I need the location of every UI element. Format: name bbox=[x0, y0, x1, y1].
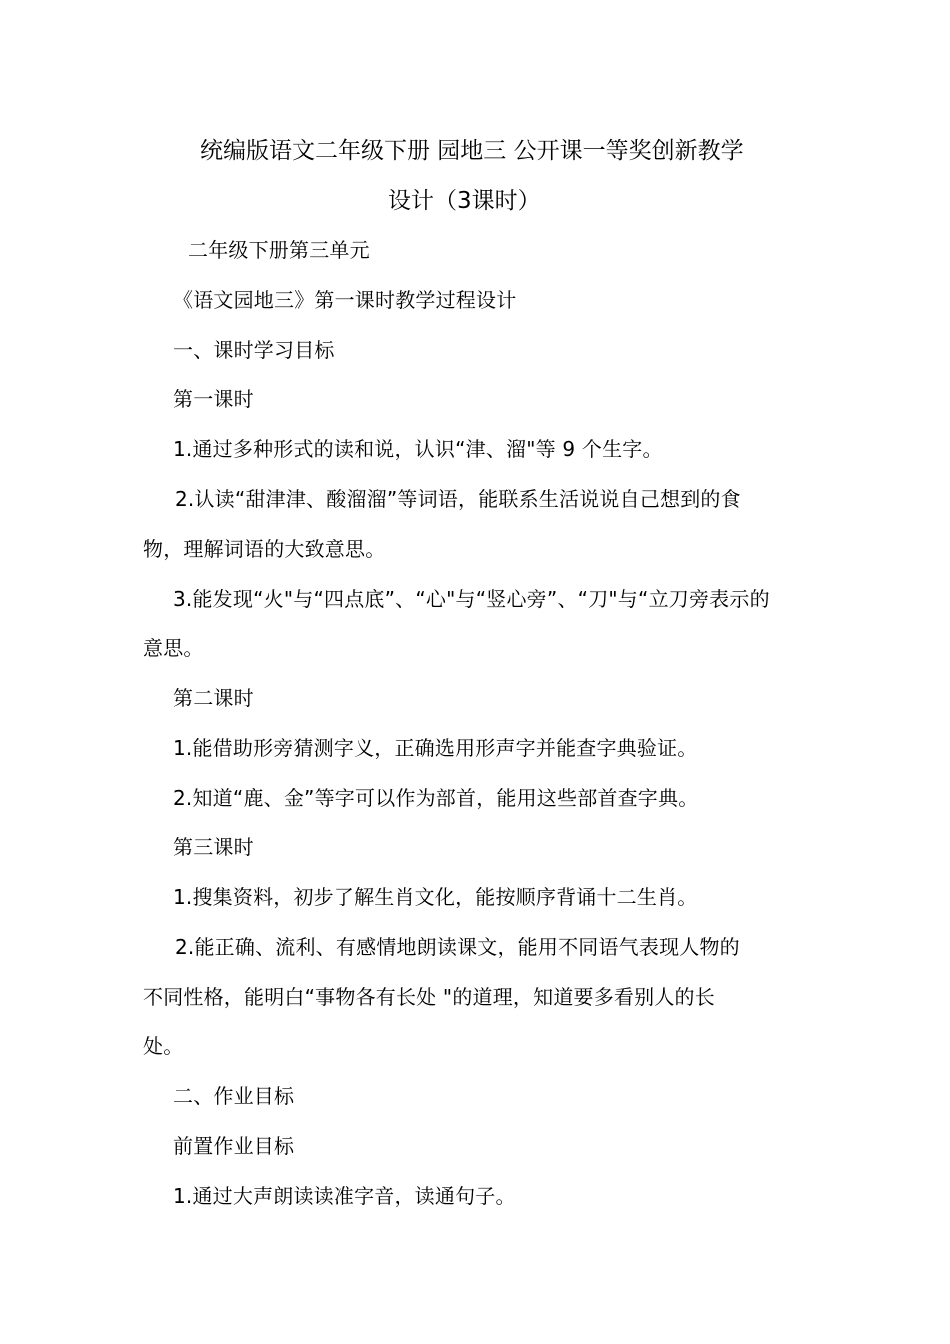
lesson-design-heading: 《语文园地三》第一课时教学过程设计 bbox=[173, 288, 517, 312]
lesson-2-heading: 第二课时 bbox=[173, 686, 254, 710]
unit-heading: 二年级下册第三单元 bbox=[188, 238, 370, 262]
pre-homework-heading: 前置作业目标 bbox=[173, 1134, 295, 1158]
paragraph-line: 2.认读“甜津津、酸溜溜”等词语，能联系生活说说自己想到的食 bbox=[175, 487, 741, 511]
document-title-line-2: 设计（3课时） bbox=[388, 188, 541, 214]
paragraph-line: 2.能正确、流利、有感情地朗读课文，能用不同语气表现人物的 bbox=[175, 935, 740, 959]
section-heading-homework-goals: 二、作业目标 bbox=[173, 1084, 295, 1108]
paragraph-line: 处。 bbox=[143, 1034, 184, 1058]
paragraph-line: 1.能借助形旁猜测字义，正确选用形声字并能查字典验证。 bbox=[173, 736, 698, 760]
paragraph-line: 意思。 bbox=[143, 636, 204, 660]
paragraph-line: 不同性格，能明白“事物各有长处 "的道理，知道要多看别人的长 bbox=[143, 985, 715, 1009]
paragraph-line: 1.通过多种形式的读和说，认识“津、溜"等 9 个生字。 bbox=[173, 437, 663, 461]
lesson-1-heading: 第一课时 bbox=[173, 387, 254, 411]
paragraph-line: 3.能发现“火"与“四点底”、“心"与“竖心旁”、“刀"与“立刀旁表示的 bbox=[173, 587, 770, 611]
paragraph-line: 1.搜集资料，初步了解生肖文化，能按顺序背诵十二生肖。 bbox=[173, 885, 698, 909]
section-heading-learning-goals: 一、课时学习目标 bbox=[173, 338, 335, 362]
paragraph-line: 1.通过大声朗读读准字音，读通句子。 bbox=[173, 1184, 516, 1208]
document-title-line-1: 统编版语文二年级下册 园地三 公开课一等奖创新教学 bbox=[200, 138, 744, 164]
lesson-3-heading: 第三课时 bbox=[173, 835, 254, 859]
paragraph-line: 2.知道“鹿、金”等字可以作为部首，能用这些部首查字典。 bbox=[173, 786, 699, 810]
paragraph-line: 物，理解词语的大致意思。 bbox=[143, 537, 386, 561]
